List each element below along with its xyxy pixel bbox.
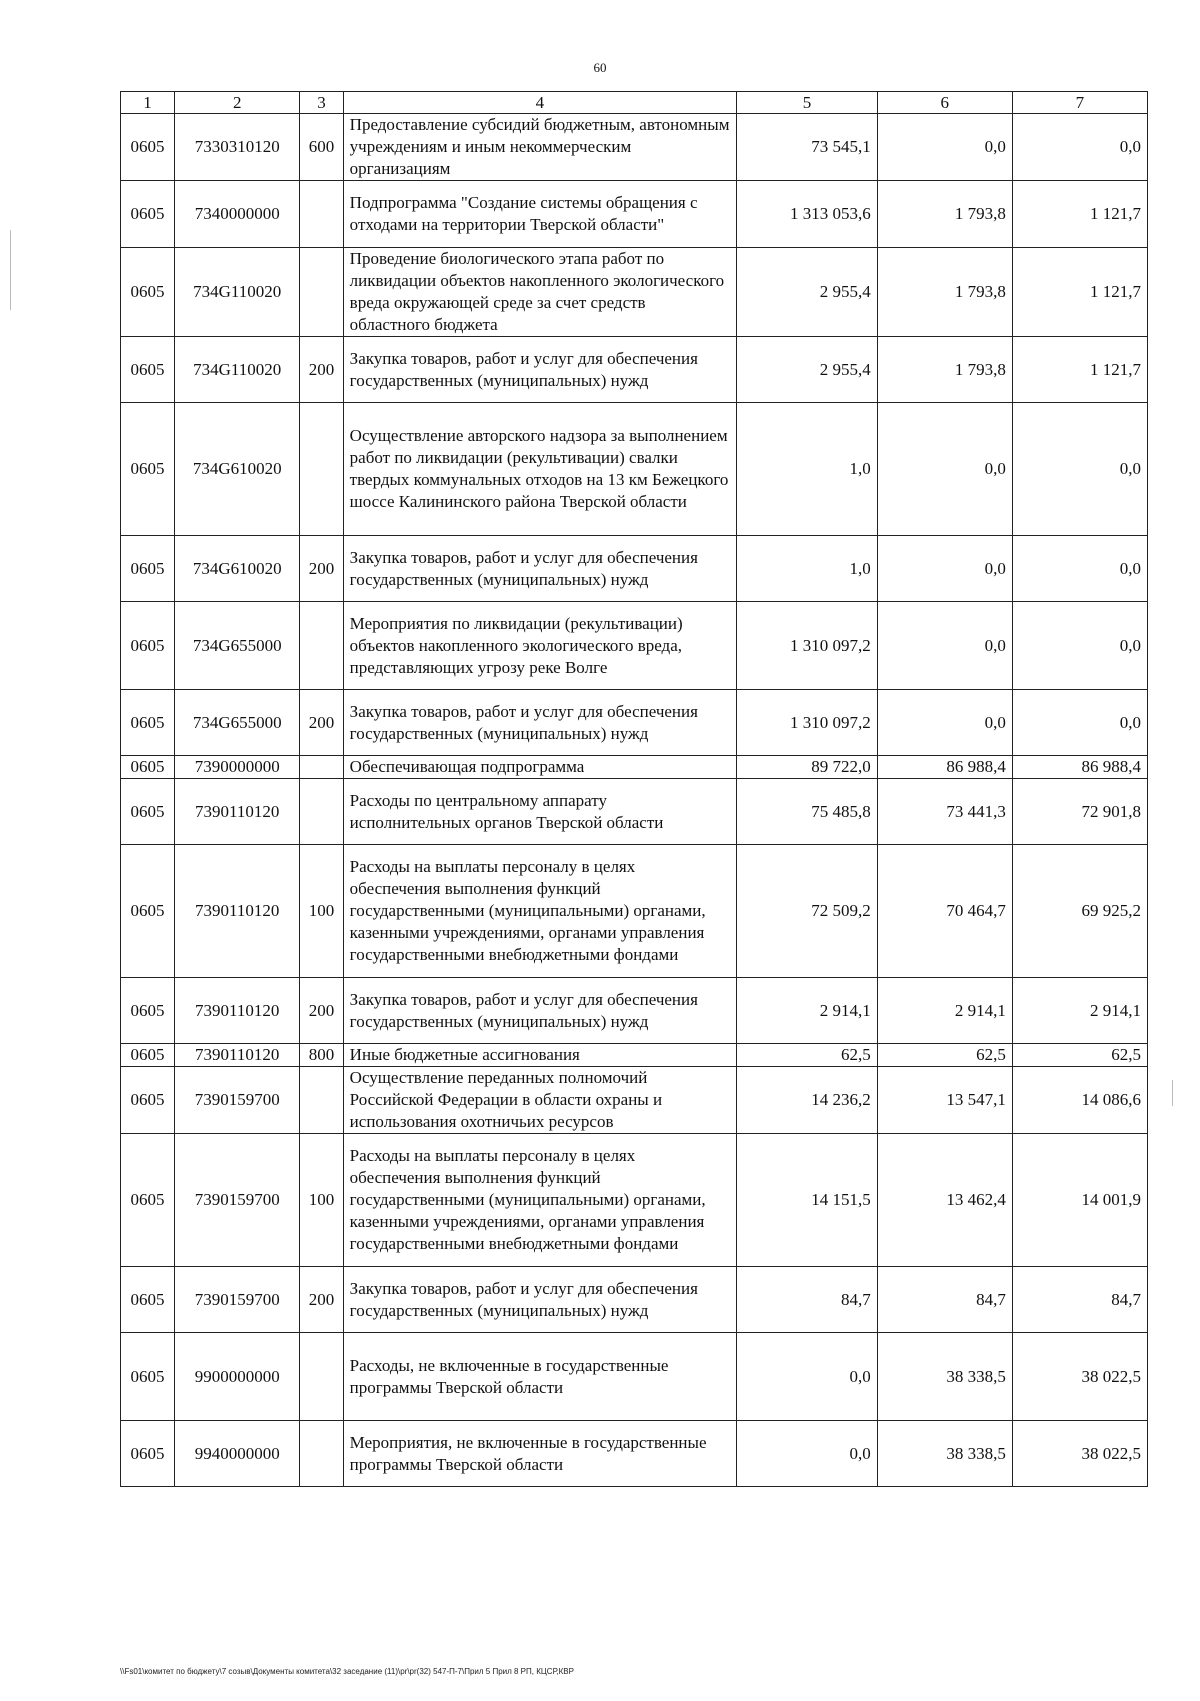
column-number-7: 7 [1012,92,1147,114]
amount-col-7: 1 121,7 [1012,248,1147,337]
target-article-code: 7390110120 [175,1044,300,1067]
amount-col-6: 38 338,5 [877,1421,1012,1487]
section-code: 0605 [121,1067,175,1134]
amount-col-6: 1 793,8 [877,248,1012,337]
table-row [121,536,1148,602]
amount-col-5: 0,0 [737,1421,878,1487]
table-row [121,1333,1148,1421]
amount-col-6: 86 988,4 [877,756,1012,779]
amount-col-5: 73 545,1 [737,114,878,181]
expense-type-code [300,1421,343,1487]
expense-name: Подпрограмма "Создание системы обращения с отходами на территории Тверской области" [343,181,737,248]
amount-col-6: 0,0 [877,114,1012,181]
target-article-code: 734G655000 [175,602,300,690]
amount-col-5: 2 955,4 [737,248,878,337]
expense-name: Осуществление авторского надзора за выполнением работ по ликвидации (рекультивации) свалки твердых коммунальных отходов на 13 км Бежецкого шоссе Калининского района Тверской области [343,403,737,536]
expense-name: Предоставление субсидий бюджетным, автономным учреждениям и иным некоммерческим организациям [343,114,737,181]
target-article-code: 7390159700 [175,1067,300,1134]
expense-name: Закупка товаров, работ и услуг для обеспечения государственных (муниципальных) нужд [343,690,737,756]
amount-col-5: 75 485,8 [737,779,878,845]
amount-col-5: 84,7 [737,1267,878,1333]
section-code: 0605 [121,1421,175,1487]
expense-name: Закупка товаров, работ и услуг для обеспечения государственных (муниципальных) нужд [343,536,737,602]
target-article-code: 9940000000 [175,1421,300,1487]
section-code: 0605 [121,536,175,602]
amount-col-7: 1 121,7 [1012,181,1147,248]
amount-col-5: 1 310 097,2 [737,690,878,756]
table-row [121,1044,1148,1067]
expense-type-code: 100 [300,1134,343,1267]
expense-type-code [300,248,343,337]
table-row [121,1267,1148,1333]
expense-type-code: 200 [300,690,343,756]
section-code: 0605 [121,1333,175,1421]
amount-col-5: 1 310 097,2 [737,602,878,690]
target-article-code: 7390000000 [175,756,300,779]
amount-col-7: 2 914,1 [1012,978,1147,1044]
target-article-code: 9900000000 [175,1333,300,1421]
expense-name: Закупка товаров, работ и услуг для обеспечения государственных (муниципальных) нужд [343,978,737,1044]
expense-type-code: 200 [300,1267,343,1333]
expense-name: Расходы на выплаты персоналу в целях обеспечения выполнения функций государственными (муниципальными) органами, казенными учреждениями, органами управления государственными внебюджетными фондами [343,1134,737,1267]
amount-col-5: 1,0 [737,403,878,536]
amount-col-7: 0,0 [1012,114,1147,181]
amount-col-6: 73 441,3 [877,779,1012,845]
amount-col-6: 2 914,1 [877,978,1012,1044]
expense-type-code: 200 [300,337,343,403]
amount-col-7: 62,5 [1012,1044,1147,1067]
expense-type-code [300,1067,343,1134]
table-row [121,181,1148,248]
target-article-code: 734G655000 [175,690,300,756]
scan-mark [1172,1080,1173,1106]
expense-type-code: 100 [300,845,343,978]
section-code: 0605 [121,403,175,536]
section-code: 0605 [121,114,175,181]
amount-col-5: 62,5 [737,1044,878,1067]
section-code: 0605 [121,779,175,845]
amount-col-6: 0,0 [877,690,1012,756]
amount-col-6: 84,7 [877,1267,1012,1333]
table-row [121,1067,1148,1134]
amount-col-6: 38 338,5 [877,1333,1012,1421]
table-row [121,756,1148,779]
amount-col-7: 86 988,4 [1012,756,1147,779]
amount-col-5: 14 236,2 [737,1067,878,1134]
section-code: 0605 [121,181,175,248]
amount-col-7: 0,0 [1012,602,1147,690]
amount-col-7: 0,0 [1012,403,1147,536]
amount-col-5: 1 313 053,6 [737,181,878,248]
target-article-code: 7390110120 [175,779,300,845]
file-path-footer: \\Fs01\комитет по бюджету\7 созыв\Документы комитета\32 заседание (11)\pr\pr(32) 547-П-7\Прил 5 Прил 8 РП, КЦСР,КВР [120,1667,574,1676]
amount-col-6: 1 793,8 [877,181,1012,248]
expense-name: Иные бюджетные ассигнования [343,1044,737,1067]
target-article-code: 7390159700 [175,1134,300,1267]
section-code: 0605 [121,248,175,337]
amount-col-6: 1 793,8 [877,337,1012,403]
table-row [121,779,1148,845]
expense-type-code [300,403,343,536]
page-number: 60 [593,60,607,75]
target-article-code: 7390159700 [175,1267,300,1333]
target-article-code: 734G610020 [175,536,300,602]
target-article-code: 734G610020 [175,403,300,536]
expense-type-code [300,602,343,690]
amount-col-6: 13 547,1 [877,1067,1012,1134]
table-row [121,337,1148,403]
expense-type-code [300,181,343,248]
expense-type-code [300,779,343,845]
amount-col-6: 62,5 [877,1044,1012,1067]
column-number-2: 2 [175,92,300,114]
expense-name: Обеспечивающая подпрограмма [343,756,737,779]
amount-col-6: 13 462,4 [877,1134,1012,1267]
section-code: 0605 [121,1134,175,1267]
expense-type-code [300,756,343,779]
amount-col-5: 2 914,1 [737,978,878,1044]
expense-name: Расходы на выплаты персоналу в целях обеспечения выполнения функций государственными (муниципальными) органами, казенными учреждениями, органами управления государственными внебюджетными фондами [343,845,737,978]
amount-col-7: 69 925,2 [1012,845,1147,978]
expense-type-code: 200 [300,536,343,602]
expense-name: Закупка товаров, работ и услуг для обеспечения государственных (муниципальных) нужд [343,337,737,403]
amount-col-6: 0,0 [877,403,1012,536]
table-row [121,978,1148,1044]
section-code: 0605 [121,1267,175,1333]
amount-col-6: 0,0 [877,602,1012,690]
target-article-code: 7390110120 [175,845,300,978]
column-number-4: 4 [343,92,737,114]
expense-type-code: 800 [300,1044,343,1067]
section-code: 0605 [121,602,175,690]
table-row [121,248,1148,337]
expense-name: Мероприятия, не включенные в государственные программы Тверской области [343,1421,737,1487]
target-article-code: 7390110120 [175,978,300,1044]
amount-col-5: 0,0 [737,1333,878,1421]
table-row [121,1134,1148,1267]
section-code: 0605 [121,845,175,978]
amount-col-7: 14 001,9 [1012,1134,1147,1267]
section-code: 0605 [121,756,175,779]
section-code: 0605 [121,1044,175,1067]
budget-table [120,91,1148,1487]
expense-type-code: 600 [300,114,343,181]
section-code: 0605 [121,690,175,756]
expense-name: Закупка товаров, работ и услуг для обеспечения государственных (муниципальных) нужд [343,1267,737,1333]
column-number-1: 1 [121,92,175,114]
amount-col-5: 14 151,5 [737,1134,878,1267]
amount-col-6: 0,0 [877,536,1012,602]
amount-col-5: 72 509,2 [737,845,878,978]
target-article-code: 7340000000 [175,181,300,248]
amount-col-5: 2 955,4 [737,337,878,403]
target-article-code: 734G110020 [175,337,300,403]
column-number-3: 3 [300,92,343,114]
amount-col-7: 38 022,5 [1012,1333,1147,1421]
amount-col-5: 1,0 [737,536,878,602]
section-code: 0605 [121,337,175,403]
amount-col-7: 38 022,5 [1012,1421,1147,1487]
amount-col-7: 84,7 [1012,1267,1147,1333]
target-article-code: 734G110020 [175,248,300,337]
expense-name: Мероприятия по ликвидации (рекультивации) объектов накопленного экологического вреда, представляющих угрозу реке Волге [343,602,737,690]
expense-type-code [300,1333,343,1421]
expense-name: Расходы по центральному аппарату исполнительных органов Тверской области [343,779,737,845]
amount-col-6: 70 464,7 [877,845,1012,978]
amount-col-7: 72 901,8 [1012,779,1147,845]
amount-col-7: 1 121,7 [1012,337,1147,403]
header-row [121,92,1148,114]
target-article-code: 7330310120 [175,114,300,181]
column-number-6: 6 [877,92,1012,114]
table-row [121,403,1148,536]
section-code: 0605 [121,978,175,1044]
column-number-5: 5 [737,92,878,114]
table-row [121,114,1148,181]
amount-col-5: 89 722,0 [737,756,878,779]
amount-col-7: 14 086,6 [1012,1067,1147,1134]
table-row [121,1421,1148,1487]
table-row [121,845,1148,978]
expense-type-code: 200 [300,978,343,1044]
amount-col-7: 0,0 [1012,536,1147,602]
expense-name: Осуществление переданных полномочий Российской Федерации в области охраны и использования охотничьих ресурсов [343,1067,737,1134]
amount-col-7: 0,0 [1012,690,1147,756]
table-row [121,602,1148,690]
table-row [121,690,1148,756]
scan-mark [10,230,11,310]
expense-name: Расходы, не включенные в государственные программы Тверской области [343,1333,737,1421]
expense-name: Проведение биологического этапа работ по ликвидации объектов накопленного экологического вреда окружающей среде за счет средств областного бюджета [343,248,737,337]
